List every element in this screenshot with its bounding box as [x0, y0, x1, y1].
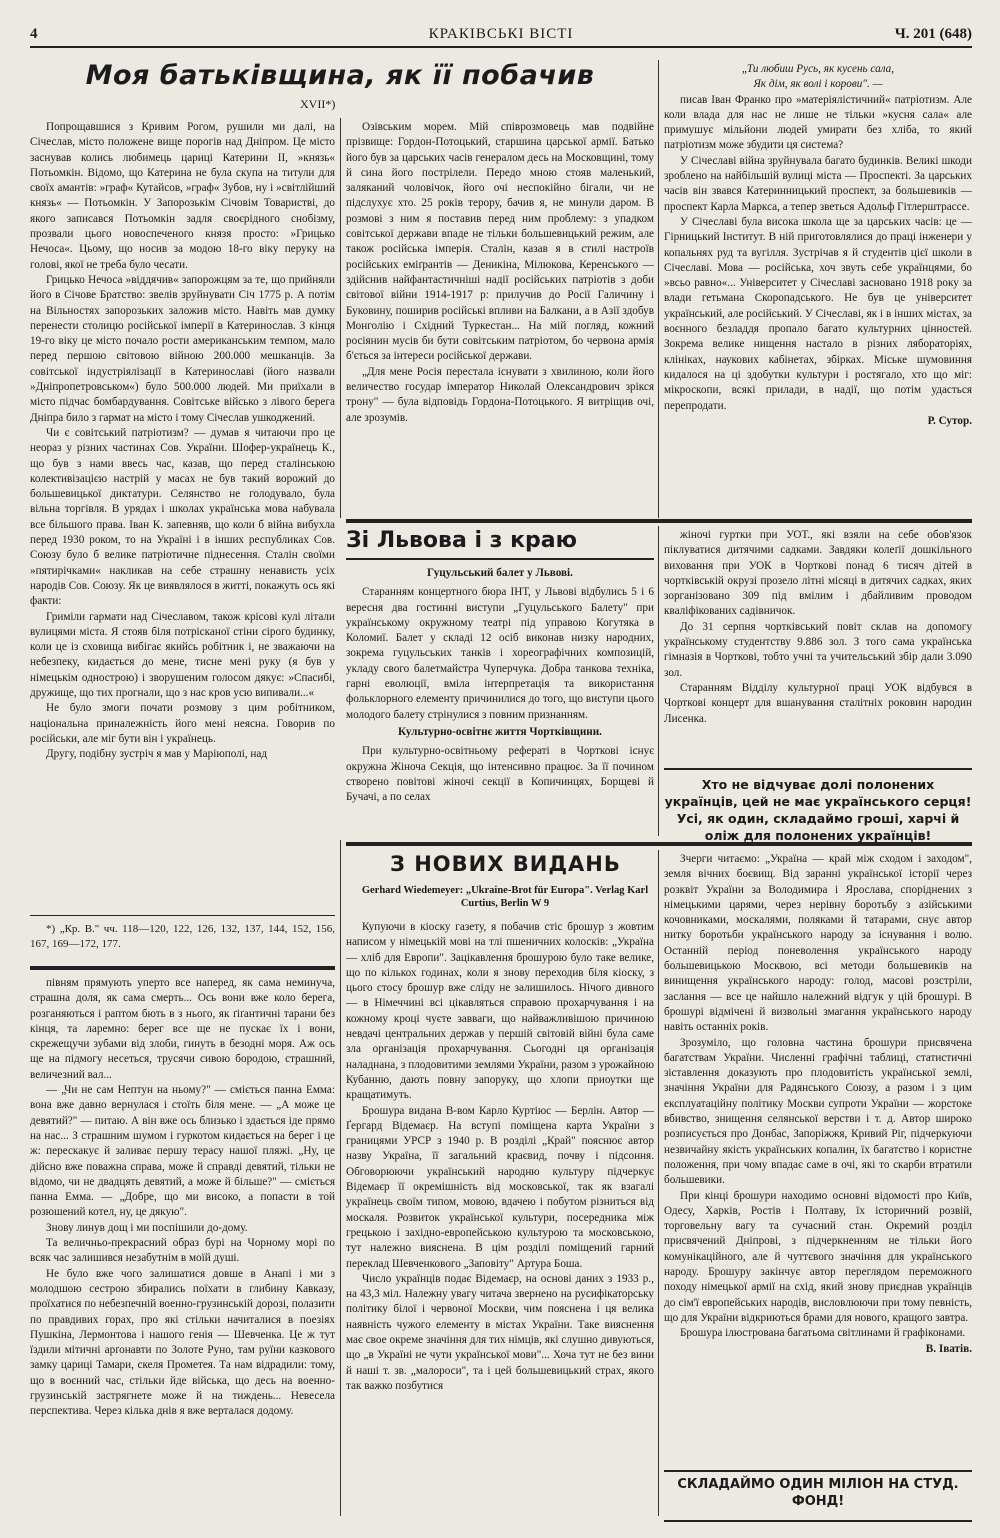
paragraph: Та величньо-прекрасний образ бурі на Чорному морі по всяк час залишився незабутнім в моїй душі.	[30, 1237, 335, 1265]
verse-line: Як дім, як волі і корови". —	[753, 78, 883, 91]
section-title-rule	[346, 558, 654, 560]
header-rule	[30, 46, 972, 48]
paragraph: Брошура ілюстрована багатьома світлинами й графіконами.	[680, 1327, 966, 1340]
article1-column-2	[346, 120, 654, 518]
paragraph: жіночі гуртки при УОТ., які взяли на себе обов'язок піклуватися дитячими садками. Завдяки колеґії дошкільного виховання при УОК в Чорткові понад 6 тисяч дітей в чортківській окрузі прозело літні місяці в дитячих садках, яких зорганізовано 309 під вмілим і дбайливим проводом кваліфікованих садівничок.	[664, 529, 972, 618]
footnote-rule	[30, 915, 335, 916]
section-title: З НОВИХ ВИДАНЬ	[390, 852, 621, 876]
column-rule	[340, 118, 341, 518]
subheading: Культурно-освітнє життя Чортківщини.	[398, 725, 602, 738]
issue-number: Ч. 201 (648)	[894, 26, 972, 42]
paragraph: Знову линув дощ і ми поспішили до-дому.	[46, 1221, 248, 1234]
paragraph: Грицько Нечоса »віддячив« запорожцям за те, що прийняли його в Січове Братство: звелів зруйнувати Січ 1775 р. А потім на Вільностях запорозьких заложив місто. Навіть мав думку перенести столицю російської імперії в Катеринослав. З кінця 19-го віку це місто почало рости американським темпом, мало перед першою світовою війною 200.000 мешканців. За совітської індустріялізації в Катеринославі (його назвали »Дніпропетровськом«) було 500.000 людей. Ми приїхали в місто підчас бомбардування. Совітське військо з лівого берега Дніпра било з гармат на місто і тому Січеслав ушкоджений.	[30, 273, 335, 424]
paragraph: До 31 серпня чортківський повіт склав на допомогу українському студентству 9.886 зол. З того сама українська гімназія в Чорткові, тобто учні та учительський збір дали 3.090 зол.	[664, 620, 972, 679]
paragraph: Не було вже чого залишатися довше в Анапі і ми з молодшою сестрою збирались поїхати в глибину Кавказу, проїхатися по небезпечній военно-грузинській дорозі, полазити по правдивих горах, про які стільки начиталися в поезіях Пушкіна, Лермонтова і нашого генія — Шевченка. Це ж тут їздили мітичні арґонавти по Золоте Руно, там руїни казкового замку цариці Тамари, скеля Прометея. Та нам відрадили: тому, що в воєнний час, стільки йде війська, що десь на военно-грузинській застрягнете може й на тиждень... Невесела перспектива. Через кілька днів я вже верталася додому.	[30, 1267, 335, 1418]
section2-column-2	[346, 564, 654, 836]
paragraph: Число українців подає Відемаєр, на основі даних з 1933 р., на 43,3 міл. Належну увагу читача звернено на русифікаторську політику білої і червоної Москви, чим пояснена і ця велика наявність чужого елементу в містах України. Таке вияснення має свое окреме значіння для тих німців, які слушно дивуються, що „в Україні не чути української мови"... Хоча тут не без вини й наші т. зв. „малороси", та і цей большевицький страх, якого так важко позбутися	[346, 1272, 654, 1392]
paragraph: Старанням Відділу культурної праці УОК відбувся в Чорткові концерт для вшанування сталітніх роковин народин Лисенка.	[664, 681, 972, 725]
column-rule	[658, 60, 659, 518]
paragraph: Не було змоги почати розмову з цим робітником, національна приналежність його мені неясна. Говорив по російськи, але міг бути він і українець.	[30, 702, 335, 745]
section-rule	[30, 966, 335, 970]
paragraph: При культурно-освітньому рефераті в Чорткові існує окружна Жіноча Секція, що інтенсивно працює. За її почином створено повітові жіночі секції в Копичинцях, Борщеві й Бучачі, а по селах	[346, 745, 654, 804]
paragraph: Брошура видана В-вом Карло Куртіюс — Берлін. Автор — Ґергард Відемаєр. На вступі поміщена карта України з границями УРСР з 1940 р. В розділі „Край" пояснює автор назву Україна, її загальний краєвид, почву і підсоння. Обговорюючи український народню культуру підчеркує Відемаєр її окремішність від московської, так як взагалі українець своїм типом, мовою, вдачею і побутом різниться від москаля. Розвиток української культури, посередника між грецькою і західно-европейською культурою та московською, тут належно вияснена. В цім розділі поміщений гарний переклад Шевченкового „Заповіту" Артура Боша.	[346, 1104, 654, 1270]
article-part: XVII*)	[300, 97, 336, 111]
section3-column-2	[346, 920, 654, 1516]
paragraph: Гриміли гармати над Січеславом, також крісові кулі літали вулицями міста. Я стояв біля потрісканої стіни сірого будинку, коли це із сховища вибігає якийсь робітник і, не зважаючи на небезпеку, кидається до мене, тисне мені руку (я був у німецькім однострою) і зворушеним голосом дякує: »Спасибі, дружище, що тих прогнали, що з нас кров усю випивали...«	[30, 610, 335, 699]
signature: Р. Сутор.	[927, 414, 972, 427]
appeal-box: Хто не відчуває долі полонених українців, цей не має українського серця! Усі, як один, складаймо гроші, харчі й оліж для полонених українців!	[664, 768, 972, 844]
book-reference	[360, 884, 650, 918]
column-rule	[658, 526, 659, 836]
section3-column-3	[664, 852, 972, 1464]
fund-appeal-box: СКЛАДАЙМО ОДИН МІЛІОН НА СТУД. ФОНД!	[664, 1470, 972, 1522]
column-rule	[658, 850, 659, 1516]
article1-column-1	[30, 120, 335, 895]
paragraph: Попрощавшися з Кривим Рогом, рушили ми далі, на Січеслав, місто положене вище порогів над Дніпром. Це місто заснував колись любимець цариці Катерини II, »князь« Потьомкін. Відомо, що Катерина не була скупа на титули для своїх амантів: »граф« Кутайсов, »граф« Зубов, ну і »світлійший князь« — Потьомкін. У Запорозькім Січовім Товаристві, до якого записався Потьомкін задля своєрідного снобізму, прозвали цього новоспеченого князя просто: »Грицько Нечоса«. Цьому, що носив за модою 18-го віку перуку на голові, якої не треба було чесати.	[30, 121, 335, 271]
paragraph: писав Іван Франко про »матеріялістичний« патріотизм. Але коли влада для нас не лише не тільки »кусня сала« але примушує мільйони людей умирати без хліба, то який патріотизм може збудити ця система?	[664, 93, 972, 152]
subheading: Гуцульський балет у Львові.	[427, 567, 573, 579]
paragraph: „Для мене Росія перестала існувати з хвилиною, коли його величество государ імператор Николай Олександрович зрікся трону" — була відповідь Гордона-Потоцького. Я витріщив очі, але зрозумів.	[346, 365, 654, 424]
verse-line: „Ти любиш Русь, як кусень сала,	[741, 63, 895, 75]
paragraph: Старанням концертного бюра ІНТ, у Львові відбулись 5 і 6 вересня два гостинні виступи „Гуцульського Балету" при українському окружному театрі під управою Когутяка в Коломиї. Балет у складі 12 осіб виконав низку народних, зокрема гуцульських танків і хореографічних композицій, укладу свого балетмайстра Чуперчука. Добра танкова техніка, гарні еволюції, вміла інтерпретація та використання фольклорного елементу причинилися до того, що виступи цього молодого балету стрінулися з повним признанням.	[346, 586, 654, 721]
footnote-text: *) „Кр. В." чч. 118—120, 122, 126, 132, 137, 144, 152, 156, 167, 169—172, 177.	[30, 923, 335, 951]
article1-continuation	[30, 976, 335, 1516]
paragraph: півням прямують уперто все наперед, як сама неминуча, страшна доля, як сама смерть... Ось вони вже коло берега, розганяються і раптом бють в з нього, як ґіґантичні тарани без кінця, та ларемно: берег все ще не пускає їх і вони, скрежещучи зубами від злоби, гинуть в безодні моря. Аж ось ще на підмогу несеться, трусячи сивою бородою, страшний, величезний вал...	[30, 977, 335, 1081]
signature: В. Іватів.	[925, 1342, 972, 1355]
newspaper-name: КРАКІВСЬКІ ВІСТІ	[428, 26, 574, 42]
article1-column-3	[664, 62, 972, 518]
footnote	[30, 922, 335, 958]
paragraph: У Січеславі війна зруйнувала багато будинків. Великі шкоди зроблено на найбільшій вулиці міста — Проспекті. За царських часів він звався Катеринницький проспект, за большевиків — проспект Карла Маркса, а тепер зветься Адольф Гітлерштрассе.	[664, 154, 972, 213]
paragraph: Озівським морем. Мій співрозмовець мав подвійне прізвище: Гордон-Потоцький, старшина царської армії. Батько його був за царських часів генералом десь на Московщині, тому й сина його пострілели. Передо мною стояв маленький, заляканий чоловічок, його очі неспокійно бігали, чи не підслухує хто. 25 років терору, бачив я, не минули даром. В розмові з ним я поставив перед ним проблему: з упадком совітської держави впаде не тільки большевицький режим, але також російська імперія. Сталін, казав я в стилі настроїв російських еміґрантів — Деникіна, Мілюкова, Керенського — здійснив найфантастичніші надії російських патріотів з доби світової війни 1914-1917 р: прилучив до Росії Галичину і Буковину, поширив російські впливи на Балкани, а в Азії здобув Монголію і Східний Туркестан... На мій погляд, кожний росіянин мусів би бути совітським патріотом, бо червона армія б'ється за інтереси російської держави.	[346, 121, 654, 363]
section2-column-3	[664, 528, 972, 760]
paragraph: Зчерги читаємо: „Україна — край між сходом і заходом", земля вічних боєвищ. Від заранні української історії через розквіт України за Володимира і Ярослава, споріднених з німецькими царями, через нерівну боротьбу з азійськими кочовниками, москалями, поляками й татарами, снує автор нитку боротьби українського народу за існування і волю. Останній період поневолення українського народу большевицькою Москвою, всі методи большевиків на винищення українського народу: голод, масові розстріли, заслання — все це найшло належний відгук у цій брошурі. В брошурі відмічені й визвольні змагання українського народу навіть останніх років.	[664, 853, 972, 1034]
paragraph: При кінці брошури находимо основні відомості про Київ, Одесу, Харків, Ростів і Полтаву, їх історичний розвій, торговельну вагу та сучасний стан. Окремий розділ присвячений Дніпрові, з підчеркненням не тільки його комунікаційного, але й чуттєвого значіння для українського народу. Брошуру закінчує автор переглядом переможного походу німецької армії на схід, який знову приєднав українців до сім'ї европейських народів, висловлюючи при тому певність, що для України відкриються брами для нового, кращого завтра.	[664, 1189, 972, 1324]
paragraph: Зрозуміло, що головна частина брошури присвячена багатствам України. Численні графічні таблиці, статистичні зіставлення доказують про плодовитість української землі, значіння України для Радянського Союзу, а разом і з цим експлуатаційну політику Москви супроти України — жорстоке вбивство, знищення селянської верстви і т. д. Автор широко розписується про Донбас, Запоріжжя, Кривий Ріг, підчеркуючи незвичайну якість українських копалин, їх багатство і користне положення, при чому впадає саме в очі, які то скарби втратили большевики.	[664, 1036, 972, 1187]
page-number: 4	[30, 26, 38, 42]
paragraph: Другу, подібну зустріч я мав у Маріюполі, над	[46, 748, 268, 761]
section-title: Зі Львова і з краю	[346, 528, 578, 553]
book-citation: Gerhard Wiedemeyer: „Ukraine-Brot für Europa". Verlag Karl Curtius, Berlin W 9	[361, 885, 649, 909]
paragraph: У Січеславі була висока школа ще за царських часів: це — Гірницький Інститут. В ній приготовлялися до праці інженери у копальнях руд та вугілля. Зустрічав я й студентів цієї школи в Січеславі. Мова — російська, хоч звуть себе українцями, бо »всьо равно«... Університет у Січеславі засновано 1918 року за влади гетьмана Скоропадського. Не був це університет український, але російський. У Січеславі, як і в інших містах, за воєнного безладдя пропало багато культурних цінностей. Зокрема велике нищення настало в різних лябораторіях, клініках, наукових кабінетах, збірках. Міське шумовиння кидалося на ці здобутки культури і ростягало, хто що міг: мікроскопи, всякі прилади, в надії, що потім удасться перепродати.	[664, 215, 972, 412]
section-rule	[346, 519, 972, 523]
article-title: Моя батьківщина, як її побачив	[85, 60, 595, 91]
column-rule	[340, 840, 341, 1516]
paragraph: Купуючи в кіоску газету, я побачив стіс брошур з жовтим написом у німецькій мові на тлі пшеничних колосків: „Україна — хліб для Европи". Зацікавлення брошурою було таке велике, що по кількох годинах, коли я знову переходив біля кіоску, з цього стосу брошур вже сліду не залишилось. Нічого дивного — в Німеччині всі цікавляться справою прохарчування і на кожному кроці чуєте завваги, що найважливішою причиною невдачі центральних держав у першій світовій війні була саме зла організація прохарчування. Сьогодні ця організація наладнана, з плодовитими землями України, разом з урожайною Кубанню, дають повну запоруку, що хлопи приоутки ще кращатимуть.	[346, 921, 654, 1102]
paragraph: Чи є совітський патріотизм? — думав я читаючи про це неораз у різних частинах Сов. України. Шофер-українець К., що був з нами ввесь час, казав, що перед сталінською колективізацією настрій у масах не був такий ворожий до большевицької диктатури. Селянство не голодувало, була вільна торгівля. В урядах і школах українська мова набувала все більшого права. Іван К. запевняв, що коли б війна вибухла перед 1930 роком, то на Україні і в інших республиках Сов. Союзу було б велике патріотичне піднесення. Сталін своїми »пятирічками« накликав на себе страшну ненависть усіх народів Сов. Союзу. Як це виявлялося в житті, покажуть ось які факти:	[30, 426, 335, 608]
paragraph: — „Чи не сам Нептун на ньому?" — сміється панна Емма: вона вже давно вернулася і стоїть біля мене. — „А може це девятий?" — питаю. А він вже ось близько і здається іде прямо на нас... З страшним шумом і гуркотом кидається на берег і це ж: перескакує й заливає першу терасу нашої пляжі. „Ну, це дійсно вже поважна справа, може й справді девятий, тільки не відомо, чи не двадцять девятий, а може й більше?" — сміється панна Емма. — „Добре, що ми високо, а попасти в той розюшений котел, ну, це дякую".	[30, 1084, 335, 1219]
section-rule	[346, 842, 972, 846]
